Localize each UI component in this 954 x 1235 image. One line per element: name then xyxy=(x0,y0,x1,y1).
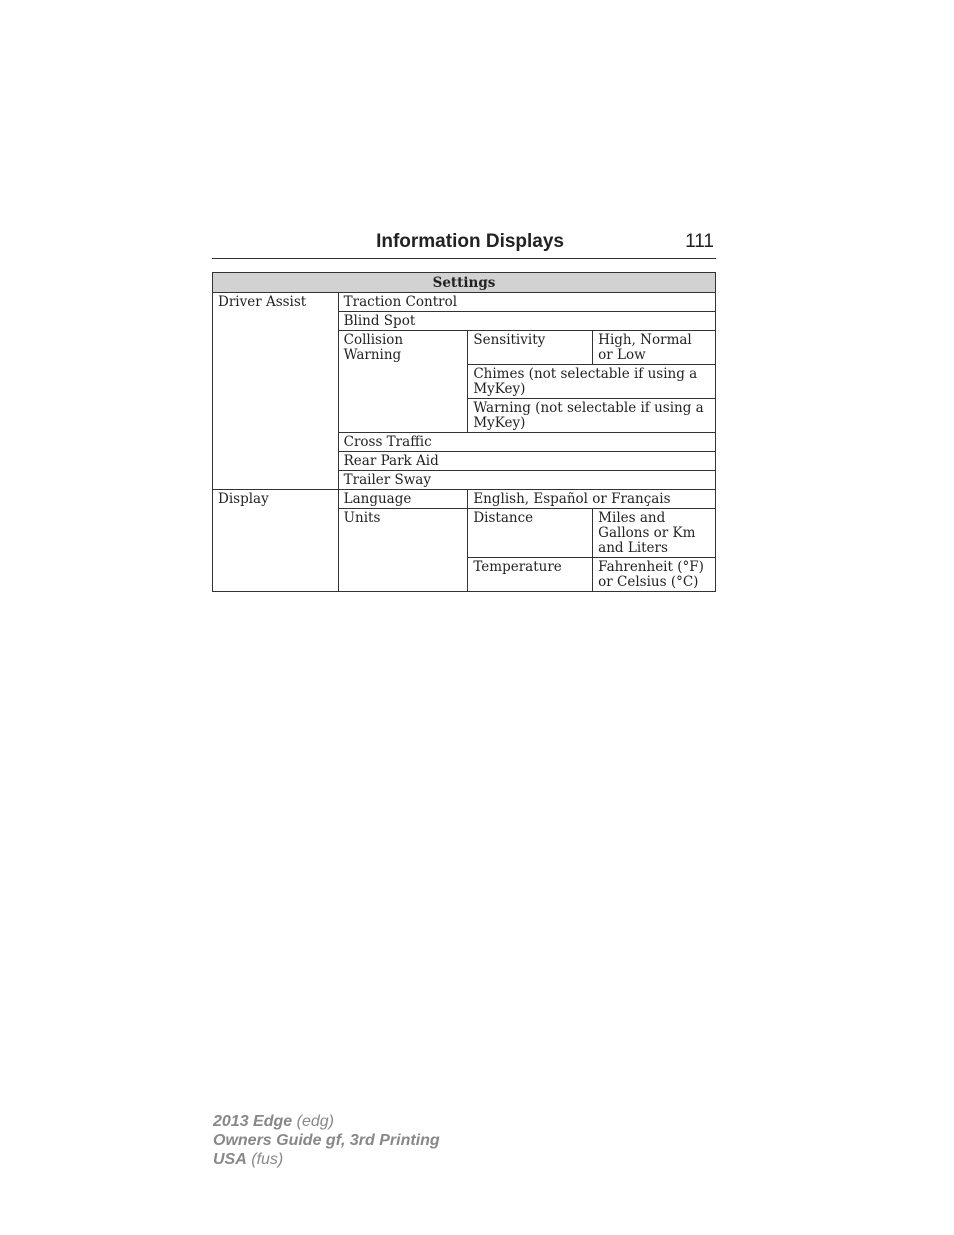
footer-market-code: (fus) xyxy=(251,1151,284,1168)
category-driver-assist: Driver Assist xyxy=(213,293,339,490)
setting-collision-warning: Collision Warning xyxy=(338,331,468,433)
page-number: 111 xyxy=(685,231,714,252)
setting-distance: Distance xyxy=(468,509,593,558)
setting-chimes: Chimes (not selectable if using a MyKey) xyxy=(468,365,716,399)
setting-traction-control: Traction Control xyxy=(338,293,715,312)
settings-table xyxy=(212,272,716,592)
footer-line-2 xyxy=(213,1131,440,1150)
footer-line-1 xyxy=(213,1112,440,1131)
temperature-options: Fahrenheit (°F) or Celsius (°C) xyxy=(593,558,716,592)
footer-market: USA xyxy=(213,1151,247,1168)
setting-temperature: Temperature xyxy=(468,558,593,592)
setting-units: Units xyxy=(338,509,468,592)
table-heading: Settings xyxy=(213,273,716,293)
setting-sensitivity: Sensitivity xyxy=(468,331,593,365)
table-row xyxy=(213,490,716,509)
footer-line-3 xyxy=(213,1150,440,1169)
table-row xyxy=(213,293,716,312)
setting-language: Language xyxy=(338,490,468,509)
distance-options: Miles and Gallons or Km and Liters xyxy=(593,509,716,558)
setting-rear-park-aid: Rear Park Aid xyxy=(338,452,715,471)
section-title: Information Displays xyxy=(376,231,564,252)
page-header xyxy=(212,229,716,259)
page-footer xyxy=(213,1112,440,1169)
setting-cross-traffic: Cross Traffic xyxy=(338,433,715,452)
setting-warning: Warning (not selectable if using a MyKey) xyxy=(468,399,716,433)
setting-blind-spot: Blind Spot xyxy=(338,312,715,331)
category-display: Display xyxy=(213,490,339,592)
footer-guide: Owners Guide gf, 3rd Printing xyxy=(213,1132,440,1149)
footer-model: 2013 Edge xyxy=(213,1113,293,1130)
table-header-row xyxy=(213,273,716,293)
setting-trailer-sway: Trailer Sway xyxy=(338,471,715,490)
sensitivity-options: High, Normal or Low xyxy=(593,331,716,365)
footer-model-code: (edg) xyxy=(296,1113,334,1130)
language-options: English, Español or Français xyxy=(468,490,716,509)
